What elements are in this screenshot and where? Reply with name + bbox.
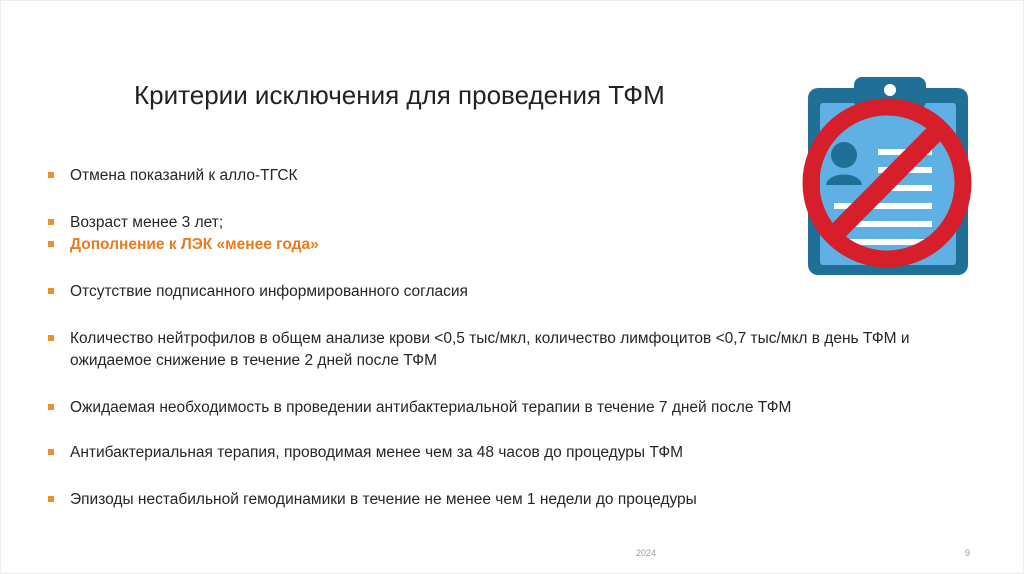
bullet-text: Возраст менее 3 лет; — [70, 214, 224, 231]
prohibited-document-icon — [790, 75, 990, 295]
bullet-marker — [48, 449, 54, 455]
bullet-marker — [48, 219, 54, 225]
bullet-text: Ожидаемая необходимость в проведении антибактериальной терапии в течение 7 дней после ТФМ — [70, 399, 792, 416]
bullet-marker — [48, 288, 54, 294]
bullet-marker — [48, 335, 54, 341]
slide-title: Критерии исключения для проведения ТФМ — [134, 80, 665, 110]
bullet-item-6 — [48, 397, 988, 419]
bullet-marker — [48, 241, 54, 247]
footer-date: 2024 — [636, 548, 657, 558]
page-number: 9 — [965, 548, 971, 558]
bullet-marker — [48, 404, 54, 410]
bullet-text: Количество нейтрофилов в общем анализе крови <0,5 тыс/мкл, количество лимфоцитов <0,7 тыс/мкл в день ТФМ и ожидаемое снижение в течение 2 дней после ТФМ — [70, 330, 910, 369]
bullet-item-5 — [48, 328, 988, 372]
bullet-text: Отмена показаний к алло-ТГСК — [70, 167, 298, 184]
bullet-text: Отсутствие подписанного информированного согласия — [70, 283, 468, 300]
bullet-item-8 — [48, 489, 988, 511]
bullet-text: Дополнение к ЛЭК «менее года» — [70, 236, 319, 253]
bullet-marker — [48, 496, 54, 502]
bullet-item-7 — [48, 442, 988, 464]
bullet-text: Эпизоды нестабильной гемодинамики в течение не менее чем 1 недели до процедуры — [70, 491, 697, 508]
bullet-text: Антибактериальная терапия, проводимая менее чем за 48 часов до процедуры ТФМ — [70, 444, 684, 461]
bullet-marker — [48, 172, 54, 178]
